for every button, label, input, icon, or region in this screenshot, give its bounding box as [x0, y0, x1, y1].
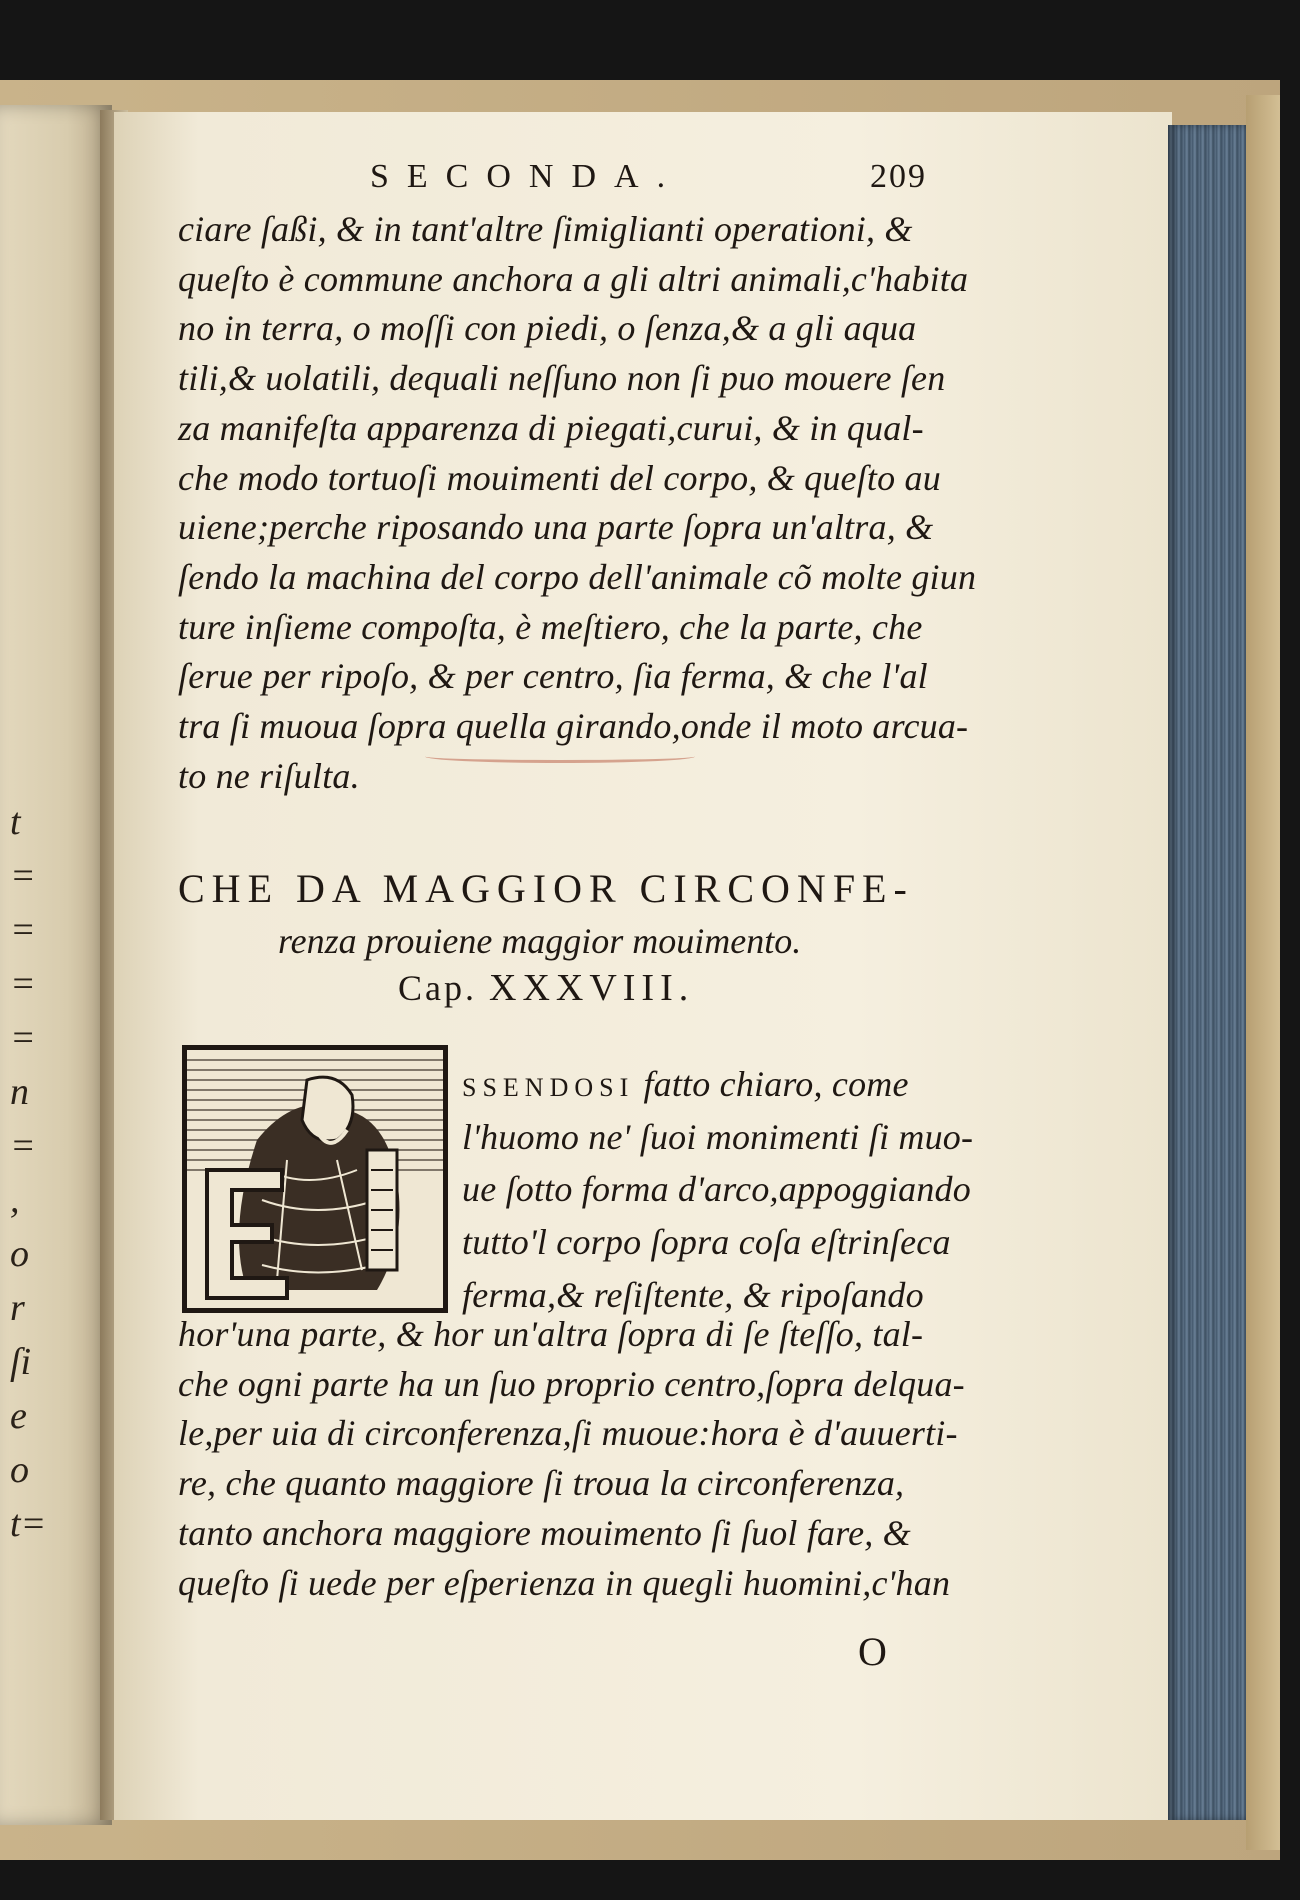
text-line: to ne riſulta.: [178, 755, 360, 796]
left-page-text-fragment: t: [10, 801, 21, 843]
left-page-text-fragment: ſi: [10, 1341, 32, 1383]
text-line: re, che quanto maggiore ſi troua la circonferenza,: [178, 1463, 905, 1504]
page-number: 209: [870, 158, 927, 195]
left-page-text-fragment: o: [10, 1449, 29, 1491]
line-text: ue ſotto forma d'arco,appoggiando: [462, 1169, 971, 1210]
text-line: ture inſieme compoſta, è meſtiero, che la parte, che: [178, 606, 923, 647]
signature-mark: O: [858, 1629, 887, 1674]
text-line: queſto è commune anchora a gli altri animali,c'habita: [178, 258, 969, 299]
left-page-text-fragment: t=: [10, 1503, 47, 1545]
running-head: SECONDA.: [370, 158, 684, 195]
left-page-text-fragment: =: [10, 855, 36, 897]
paragraph-1: [178, 205, 1018, 801]
small-caps-opening: SSENDOSI: [462, 1073, 635, 1102]
book-cover-right: [1246, 95, 1280, 1850]
chapter-numeral: XXXVIII.: [489, 967, 695, 1009]
text-line: tili,& uolatili, dequali neſſuno non ſi puo mouere ſen: [178, 358, 946, 399]
line-text: ferma,& reſiſtente, & ripoſando: [462, 1274, 924, 1315]
text-line: [462, 1165, 1022, 1218]
left-page: [0, 105, 112, 1825]
pencil-underline: [425, 750, 695, 763]
text-line: [462, 1113, 1022, 1166]
chapter-title-line-1: CHE DA MAGGIOR CIRCONFE-: [178, 866, 914, 911]
paragraph-2-beside-initial: [462, 1060, 1022, 1324]
left-page-text-fragment: =: [10, 963, 36, 1005]
chapter-title-line-2: renza prouiene maggior mouimento.: [278, 921, 802, 961]
text-line: che modo tortuoſi mouimenti del corpo, & queſto au: [178, 457, 941, 498]
text-line: [462, 1218, 1022, 1271]
historiated-initial: [182, 1045, 448, 1313]
line-text: fatto chiaro, come: [634, 1064, 909, 1104]
text-line: tra ſi muoua ſopra quella girando,onde il moto arcua-: [178, 706, 969, 747]
text-line: ſendo la machina del corpo dell'animale cõ molte giun: [178, 556, 977, 597]
paragraph-2-continued: [178, 1310, 1018, 1608]
page-stack-edge: [1168, 125, 1246, 1820]
left-page-text-fragment: =: [10, 1125, 36, 1167]
text-line: uiene;perche riposando una parte ſopra un'altra, &: [178, 507, 934, 548]
chapter-cap-label: Cap.: [398, 968, 477, 1008]
left-page-text-fragment: e: [10, 1395, 27, 1437]
text-line: che ogni parte ha un ſuo proprio centro,ſopra delqua-: [178, 1363, 965, 1404]
chapter-heading: [178, 865, 1018, 1010]
text-line: hor'una parte, & hor un'altra ſopra di ſe ſteſſo, tal-: [178, 1314, 924, 1354]
woodcut-initial-image: [187, 1050, 443, 1308]
left-page-text-fragment: =: [10, 1017, 36, 1059]
text-line: [462, 1060, 1022, 1113]
left-page-text-fragment: r: [10, 1287, 25, 1329]
text-line: le,per uia di circonferenza,ſi muoue:hora è d'auuerti-: [178, 1413, 958, 1454]
text-line: no in terra, o moſſi con piedi, o ſenza,& a gli aqua: [178, 308, 917, 349]
chapter-number: [178, 966, 1018, 1010]
text-line: za manifeſta apparenza di piegati,curui, & in qual-: [178, 407, 924, 448]
left-page-text-fragment: ,: [10, 1179, 20, 1221]
line-text: l'huomo ne' ſuoi monimenti ſi muo-: [462, 1116, 974, 1157]
left-page-text-fragment: =: [10, 909, 36, 951]
text-line: tanto anchora maggiore mouimento ſi ſuol fare, &: [178, 1512, 911, 1553]
text-line: ciare ſaßi, & in tant'altre ſimiglianti operationi, &: [178, 209, 913, 249]
line-text: tutto'l corpo ſopra coſa eſtrinſeca: [462, 1222, 951, 1263]
text-line: queſto ſi uede per eſperienza in quegli huomini,c'han: [178, 1562, 951, 1603]
text-line: ſerue per ripoſo, & per centro, ſia ferma, & che l'al: [178, 656, 928, 697]
left-page-text-fragment: n: [10, 1071, 29, 1113]
left-page-text-fragment: o: [10, 1233, 29, 1275]
